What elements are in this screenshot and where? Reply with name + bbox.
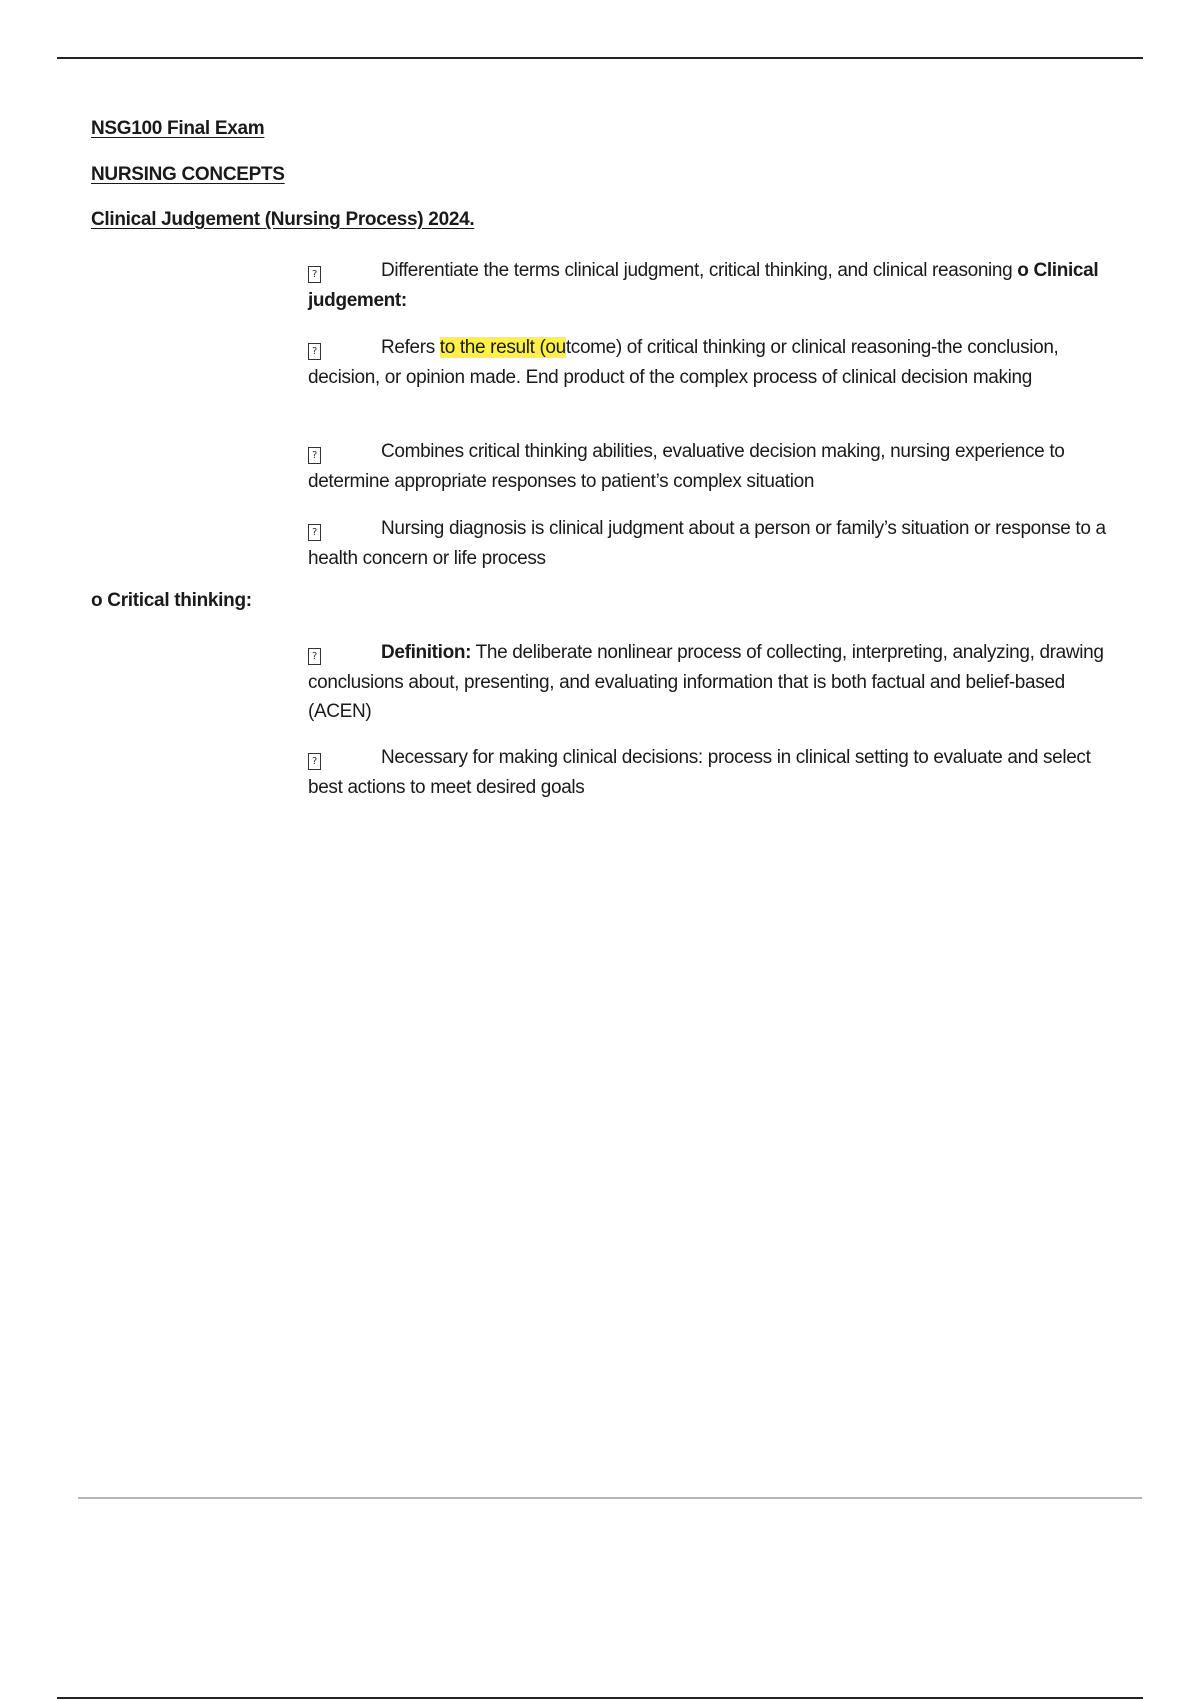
top-rule <box>57 57 1143 59</box>
footer-separator <box>78 1497 1142 1499</box>
list-item <box>308 638 1126 727</box>
item-text: The deliberate nonlinear process of collecting, interpreting, analyzing, drawing conclusions about, presenting, and evaluating information that is both factual and belief-based (ACEN) <box>308 642 1104 722</box>
missing-glyph-icon: ? <box>308 648 321 665</box>
missing-glyph-icon: ? <box>308 447 321 464</box>
definition-label: Definition: <box>381 642 472 663</box>
bottom-rule <box>57 1697 1143 1699</box>
clinical-judgement-heading: o Clinical judgement: <box>308 260 1099 311</box>
list-item <box>308 743 1126 802</box>
highlighted-text: to the result (ou <box>439 337 566 358</box>
missing-glyph-icon: ? <box>308 524 321 541</box>
item-text: Necessary for making clinical decisions: process in clinical setting to evaluate and select best actions to meet desired goals <box>308 747 1091 798</box>
item-text: Differentiate the terms clinical judgment, critical thinking, and clinical reasoning <box>381 260 1018 281</box>
missing-glyph-icon: ? <box>308 753 321 770</box>
list-item <box>308 256 1126 315</box>
document-title: NSG100 Final Exam <box>91 118 265 139</box>
critical-thinking-heading: o Critical thinking: <box>91 590 252 611</box>
missing-glyph-icon: ? <box>308 266 321 283</box>
list-item <box>308 333 1126 392</box>
document-subtitle: NURSING CONCEPTS <box>91 164 285 185</box>
item-text: Refers <box>381 337 440 358</box>
list-item <box>308 437 1126 496</box>
item-text: Nursing diagnosis is clinical judgment about a person or family’s situation or response to a health concern or life process <box>308 518 1106 569</box>
missing-glyph-icon: ? <box>308 343 321 360</box>
item-text: Combines critical thinking abilities, evaluative decision making, nursing experience to determine appropriate responses to patient’s complex situation <box>308 441 1065 492</box>
list-item <box>308 514 1126 573</box>
section-heading: Clinical Judgement (Nursing Process) 2024. <box>91 209 475 230</box>
item-text: tcome) of critical thinking or clinical reasoning-the conclusion, decision, or opinion made. End product of the complex process of clinical decision making <box>308 337 1059 388</box>
